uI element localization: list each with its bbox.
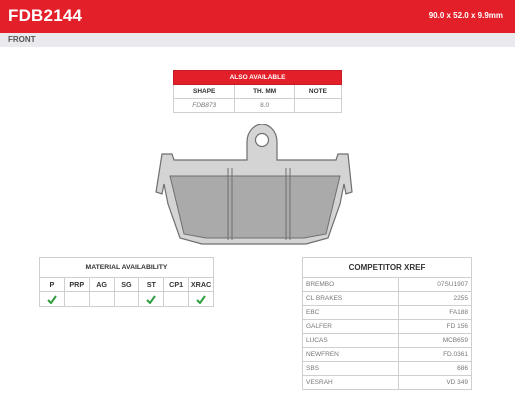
- material-cell-p: [40, 292, 65, 307]
- xref-brand: NEWFREN: [303, 348, 399, 362]
- table-row: [40, 292, 214, 307]
- xref-brand: LUCAS: [303, 334, 399, 348]
- xref-brand: SBS: [303, 362, 399, 376]
- xref-brand: CL BRAKES: [303, 292, 399, 306]
- material-cell-st: [139, 292, 164, 307]
- alt-note: [294, 99, 341, 113]
- position-label: FRONT: [8, 35, 36, 44]
- material-cell-xrac: [189, 292, 214, 307]
- material-cell-ag: [89, 292, 114, 307]
- product-code: FDB2144: [8, 6, 83, 25]
- table-row: [303, 278, 472, 292]
- table-row: [303, 348, 472, 362]
- checkmark-icon: [196, 295, 206, 304]
- xref-brand: VESRAH: [303, 376, 399, 390]
- xref-ref: FD.0361: [399, 348, 472, 362]
- also-available-table: [173, 70, 342, 113]
- alt-thickness: 8.0: [235, 99, 295, 113]
- xref-title: COMPETITOR XREF: [303, 258, 472, 278]
- table-row: [303, 320, 472, 334]
- checkmark-icon: [47, 295, 57, 304]
- material-col-sg: SG: [114, 278, 139, 292]
- header-bar: [0, 0, 515, 33]
- material-title: MATERIAL AVAILABILITY: [40, 258, 214, 278]
- brake-pad-drawing: [150, 124, 360, 256]
- material-cell-cp1: [164, 292, 189, 307]
- material-col-p: P: [40, 278, 65, 292]
- material-col-st: ST: [139, 278, 164, 292]
- xref-ref: FA188: [399, 306, 472, 320]
- material-col-ag: AG: [89, 278, 114, 292]
- xref-ref: 07SU1907: [399, 278, 472, 292]
- xref-ref: FD 156: [399, 320, 472, 334]
- table-row: [303, 376, 472, 390]
- material-availability-table: [39, 257, 214, 307]
- also-available-title: ALSO AVAILABLE: [174, 71, 342, 85]
- table-row: [303, 334, 472, 348]
- alt-shape-link[interactable]: FDB873: [174, 99, 235, 113]
- column-note: NOTE: [294, 85, 341, 99]
- table-row: [174, 99, 342, 113]
- xref-ref: VD 349: [399, 376, 472, 390]
- xref-ref: 2255: [399, 292, 472, 306]
- pad-friction-material: [170, 176, 340, 238]
- material-cell-prp: [64, 292, 89, 307]
- xref-brand: BREMBO: [303, 278, 399, 292]
- xref-ref: 686: [399, 362, 472, 376]
- competitor-xref-table: [302, 257, 472, 390]
- xref-brand: GALFER: [303, 320, 399, 334]
- table-row: [303, 362, 472, 376]
- column-shape: SHAPE: [174, 85, 235, 99]
- product-dimensions: 90.0 x 52.0 x 9.9mm: [428, 11, 503, 20]
- position-bar: [0, 33, 515, 47]
- checkmark-icon: [146, 295, 156, 304]
- material-col-cp1: CP1: [164, 278, 189, 292]
- material-col-prp: PRP: [64, 278, 89, 292]
- column-thickness: TH. MM: [235, 85, 295, 99]
- xref-brand: EBC: [303, 306, 399, 320]
- xref-ref: MCB659: [399, 334, 472, 348]
- table-row: [303, 292, 472, 306]
- pad-mounting-hole: [256, 134, 269, 147]
- material-col-xrac: XRAC: [189, 278, 214, 292]
- table-row: [303, 306, 472, 320]
- material-cell-sg: [114, 292, 139, 307]
